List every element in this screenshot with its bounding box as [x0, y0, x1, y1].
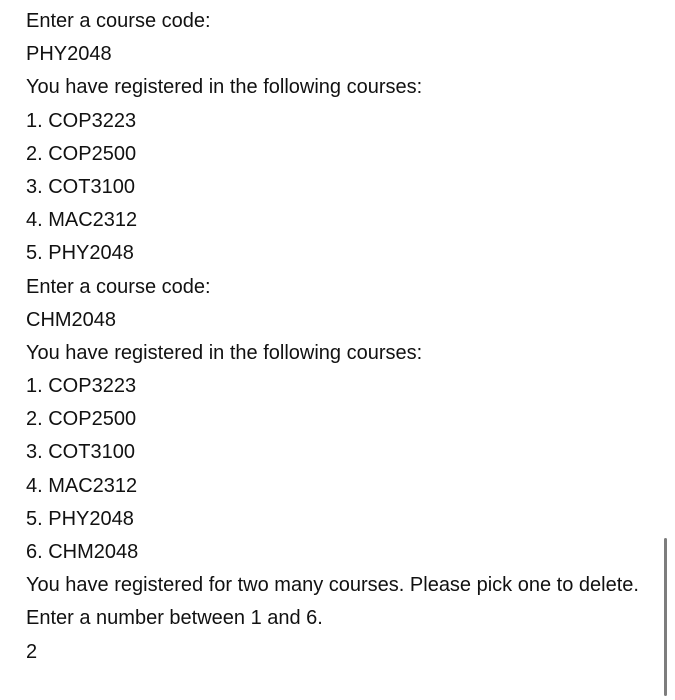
- user-input-line: CHM2048: [26, 308, 117, 331]
- user-input-line: 2: [26, 640, 38, 663]
- course-list-item: 3. COT3100: [26, 441, 135, 464]
- console-output: [26, 5, 646, 669]
- course-list-item: 1. COP3223: [26, 109, 137, 132]
- course-list-item: 3. COT3100: [26, 175, 135, 198]
- course-list-item: 6. CHM2048: [26, 541, 139, 563]
- vertical-scrollbar[interactable]: [664, 538, 667, 696]
- output-line: You have registered in the following courses:: [26, 76, 423, 99]
- course-list-item: 1. COP3223: [26, 375, 137, 398]
- course-list-item: 4. MAC2312: [26, 474, 138, 497]
- prompt-line: Enter a number between 1 and 6.: [26, 607, 323, 630]
- warning-message: You have registered for two many courses. Please pick one to delete.: [26, 574, 639, 597]
- prompt-line: Enter a course code:: [26, 10, 211, 32]
- course-list-item: 5. PHY2048: [26, 507, 134, 530]
- output-line: You have registered in the following courses:: [26, 341, 423, 364]
- course-list-item: 2. COP2500: [26, 408, 137, 431]
- course-list-item: 2. COP2500: [26, 142, 137, 165]
- prompt-line: Enter a course code:: [26, 275, 211, 298]
- course-list-item: 4. MAC2312: [26, 209, 138, 232]
- course-list-item: 5. PHY2048: [26, 242, 134, 265]
- user-input-line: PHY2048: [26, 43, 112, 66]
